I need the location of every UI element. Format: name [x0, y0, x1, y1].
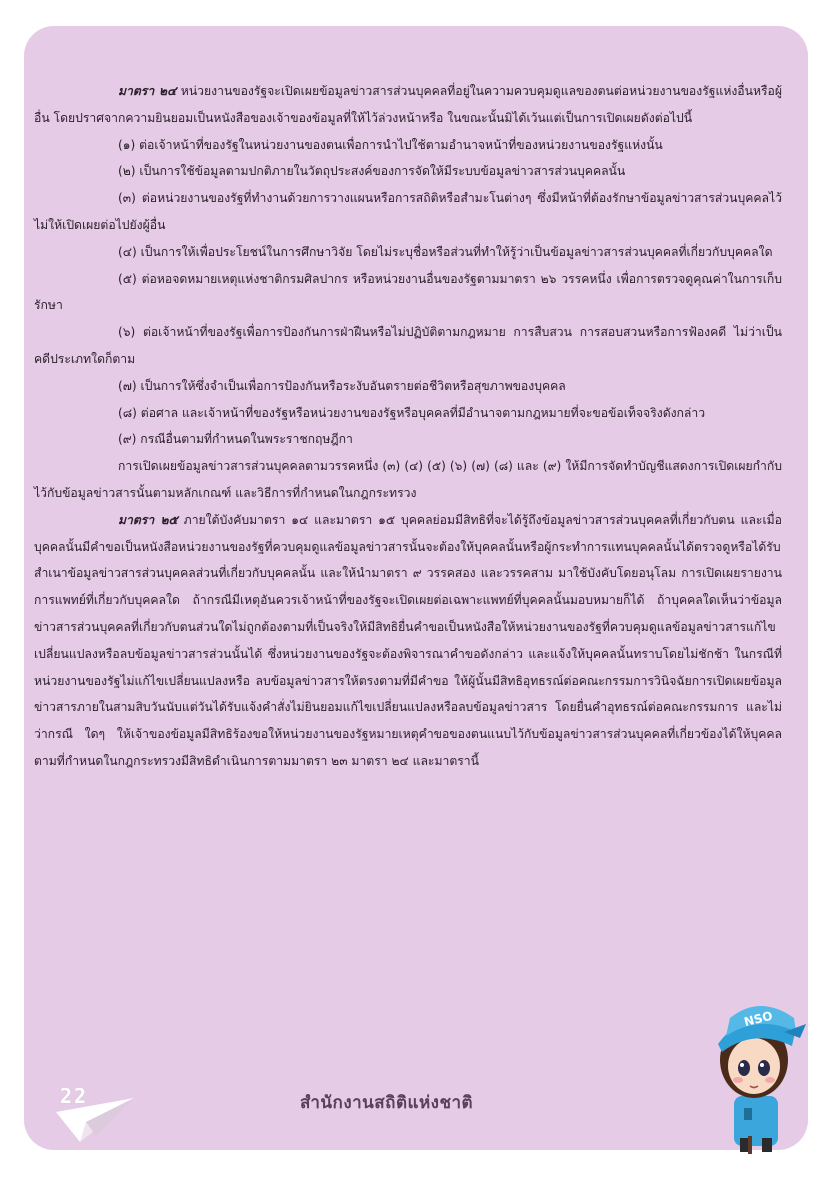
document-body	[34, 78, 782, 775]
section-25-heading: มาตรา ๒๕	[118, 512, 178, 527]
section-24-intro	[34, 78, 782, 132]
section-25-text: ภายใต้บังคับมาตรา ๑๔ และมาตรา ๑๕ บุคคลย่อมมีสิทธิที่จะได้รู้ถึงข้อมูลข่าวสารส่วนบุคคลที่เกี่ยวกับตน และเมื่อบุคคลนั้นมีคำขอเป็นหนังสือหน่วยงานของรัฐที่ควบคุมดูแลข้อมูลข่าวสารนั้นจะต้องให้บุคคลนั้นหรือผู้กระทำการแทนบุคคลนั้นได้ตรวจดูหรือได้รับสำเนาข้อมูลข่าวสารส่วนบุคคลส่วนที่เกี่ยวกับบุคคลนั้น และให้นำมาตรา ๙ วรรคสอง และวรรคสาม มาใช้บังคับโดยอนุโลม การเปิดเผยรายงานการแพทย์ที่เกี่ยวกับบุคคลใด ถ้ากรณีมีเหตุอันควรเจ้าหน้าที่ของรัฐจะเปิดเผยต่อเฉพาะแพทย์ที่บุคคลนั้นมอบหมายก็ได้ ถ้าบุคคลใดเห็นว่าข้อมูลข่าวสารส่วนบุคคลที่เกี่ยวกับตนส่วนใดไม่ถูกต้องตามที่เป็นจริงให้มีสิทธิยื่นคำขอเป็นหนังสือให้หน่วยงานของรัฐที่ควบคุมดูแลข้อมูลข่าวสารแก้ไขเปลี่ยนแปลงหรือลบข้อมูลข่าวสารส่วนนั้นได้ ซึ่งหน่วยงานของรัฐจะต้องพิจารณาคำขอดังกล่าว และแจ้งให้บุคคลนั้นทราบโดยไม่ชักช้า ในกรณีที่หน่วยงานของรัฐไม่แก้ไขเปลี่ยนแปลงหรือ ลบข้อมูลข่าวสารให้ตรงตามที่มีคำขอ ให้ผู้นั้นมีสิทธิอุทธรณ์ต่อคณะกรรมการวินิจฉัยการเปิดเผยข้อมูลข่าวสารภายในสามสิบวันนับแต่วันได้รับแจ้งคำสั่งไม่ยินยอมแก้ไขเปลี่ยนแปลงหรือลบข้อมูลข่าวสาร โดยยื่นคำอุทธรณ์ต่อคณะกรรมการ และไม่ว่ากรณี ใดๆ ให้เจ้าของข้อมูลมีสิทธิร้องขอให้หน่วยงานของรัฐหมายเหตุคำขอของตนแนบไว้กับข้อมูลข่าวสารส่วนบุคคลที่เกี่ยวข้องได้ให้บุคคลตามที่กำหนดในกฎกระทรวงมีสิทธิดำเนินการตามมาตรา ๒๓ มาตรา ๒๔ และมาตรานี้	[34, 512, 782, 768]
section-24-item-9: (๙) กรณีอื่นตามที่กำหนดในพระราชกฤษฎีกา	[118, 432, 353, 447]
section-24-item-6: (๖) ต่อเจ้าหน้าที่ของรัฐเพื่อการป้องกันการฝ่าฝืนหรือไม่ปฏิบัติตามกฎหมาย การสืบสวน การสอบสวนหรือการฟ้องคดี ไม่ว่าเป็นคดีประเภทใดก็ตาม	[34, 325, 782, 366]
section-24-closing: การเปิดเผยข้อมูลข่าวสารส่วนบุคคลตามวรรคหนึ่ง (๓) (๔) (๕) (๖) (๗) (๘) และ (๙) ให้มีการจัดทำบัญชีแสดงการเปิดเผยกำกับไว้กับข้อมูลข่าวสารนั้นตามหลักเกณฑ์ และวิธีการที่กำหนดในกฎกระทรวง	[34, 459, 782, 500]
section-24-item-3: (๓) ต่อหน่วยงานของรัฐที่ทำงานด้วยการวางแผนหรือการสถิติหรือสำมะโนต่างๆ ซึ่งมีหน้าที่ต้องรักษาข้อมูลข่าวสารส่วนบุคคลไว้ไม่ให้เปิดเผยต่อไปยังผู้อื่น	[34, 191, 782, 232]
section-24-item-7: (๗) เป็นการให้ซึ่งจำเป็นเพื่อการป้องกันหรือระงับอันตรายต่อชีวิตหรือสุขภาพของบุคคล	[118, 378, 566, 393]
section-24-intro-text: หน่วยงานของรัฐจะเปิดเผยข้อมูลข่าวสารส่วนบุคคลที่อยู่ในความควบคุมดูแลของตนต่อหน่วยงานของรัฐแห่งอื่นหรือผู้อื่น โดยปราศจากความยินยอมเป็นหนังสือของเจ้าของข้อมูลที่ให้ไว้ล่วงหน้าหรือ ในขณะนั้นมิได้เว้นแต่เป็นการเปิดเผยดังต่อไปนี้	[34, 84, 782, 125]
section-24-item-5: (๕) ต่อหอจดหมายเหตุแห่งชาติกรมศิลปากร หรือหน่วยงานอื่นของรัฐตามมาตรา ๒๖ วรรคหนึ่ง เพื่อการตรวจดูคุณค่าในการเก็บรักษา	[34, 271, 782, 313]
mascot-cap-text: NSO	[742, 1008, 775, 1030]
page-number: 22	[60, 1084, 89, 1108]
section-24-item-4: (๔) เป็นการให้เพื่อประโยชน์ในการศึกษาวิจัย โดยไม่ระบุชื่อหรือส่วนที่ทำให้รู้ว่าเป็นข้อมูลข่าวสารส่วนบุคคลที่เกี่ยวกับบุคคลใด	[118, 244, 773, 259]
section-25-body	[34, 507, 782, 775]
section-24-item-2: (๒) เป็นการใช้ข้อมูลตามปกติภายในวัตถุประสงค์ของการจัดให้มีระบบข้อมูลข่าวสารส่วนบุคคลนั้น	[118, 164, 626, 179]
section-24-item-1: (๑) ต่อเจ้าหน้าที่ของรัฐในหน่วยงานของตนเพื่อการนำไปใช้ตามอำนาจหน้าที่ของหน่วยงานของรัฐแห่งนั้น	[118, 137, 663, 152]
mascot-illustration	[700, 988, 808, 1154]
section-24-heading: มาตรา ๒๔	[118, 84, 177, 98]
section-24-item-8: (๘) ต่อศาล และเจ้าหน้าที่ของรัฐหรือหน่วยงานของรัฐหรือบุคคลที่มีอำนาจตามกฎหมายที่จะขอข้อเท็จจริงดังกล่าว	[118, 405, 706, 420]
footer-title: สำนักงานสถิติแห่งชาติ	[300, 1093, 474, 1113]
